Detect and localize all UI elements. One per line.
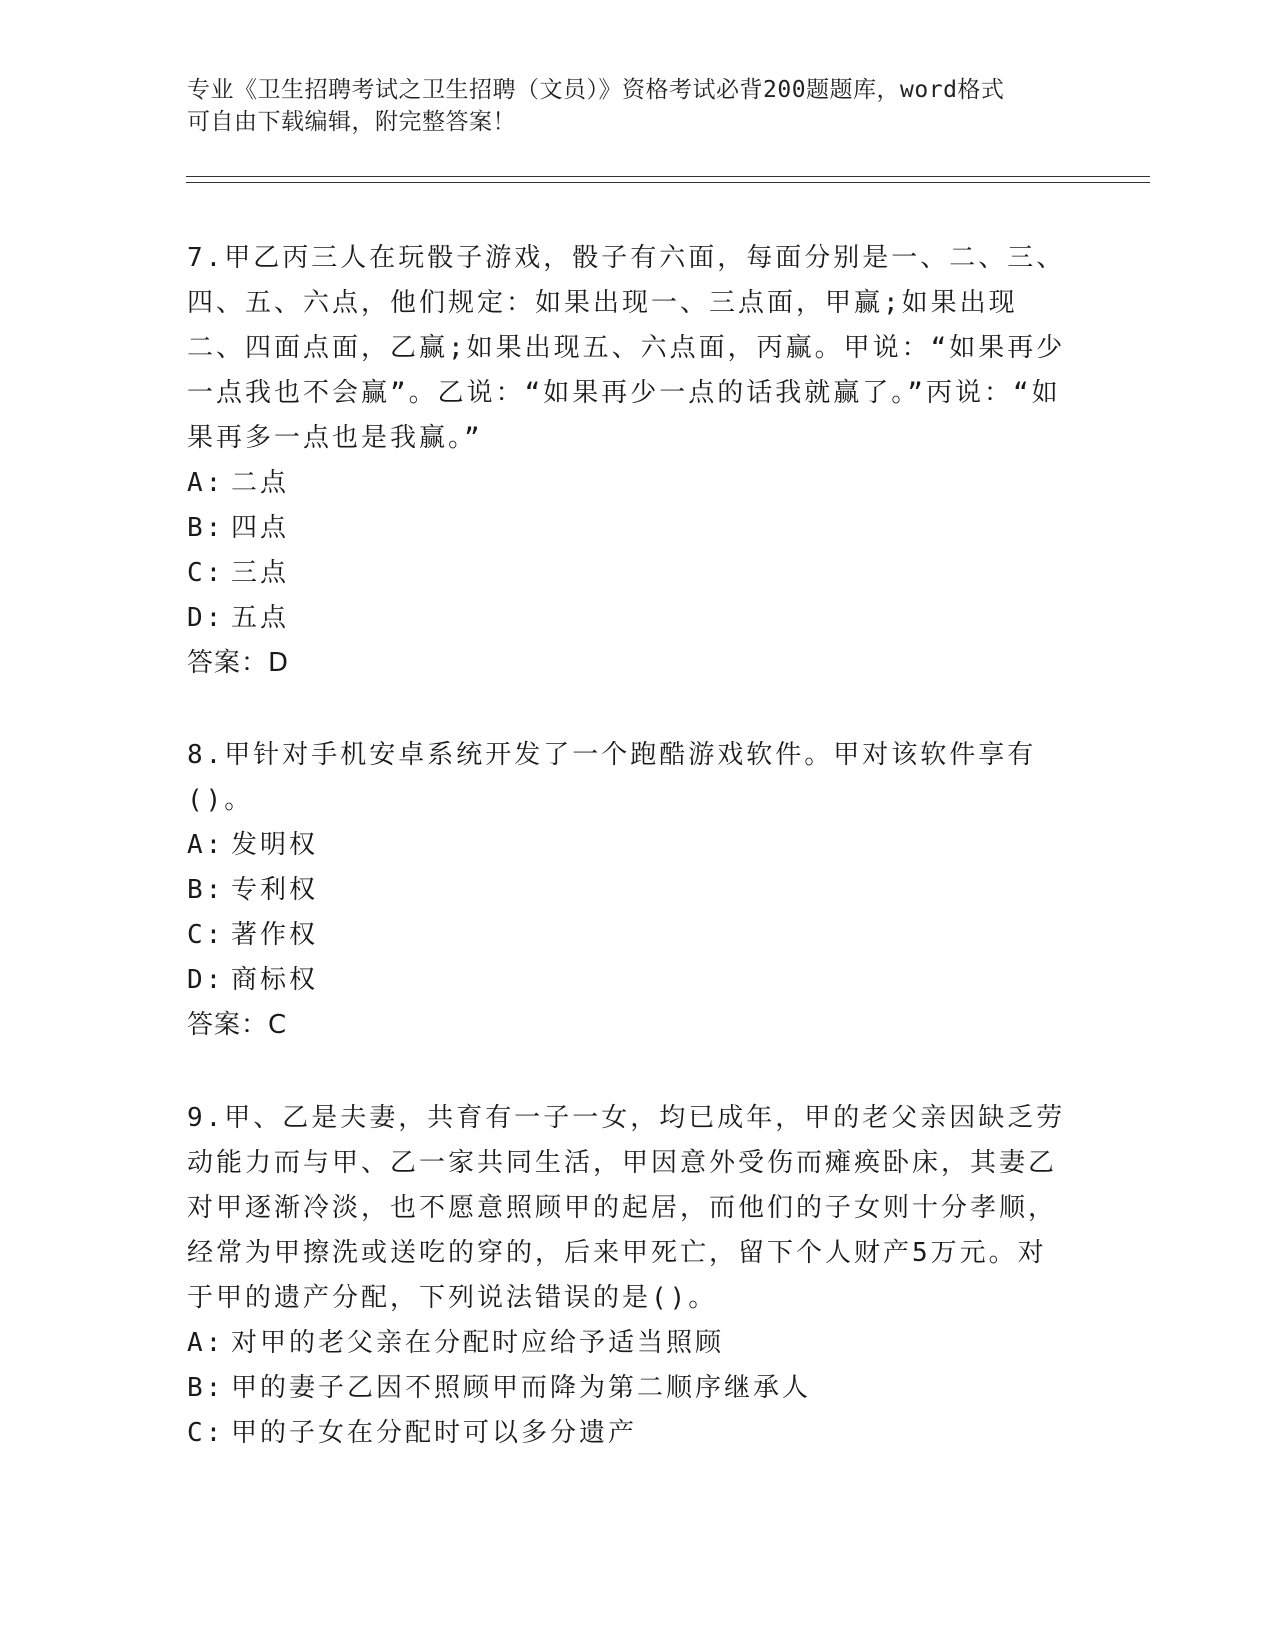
option-a bbox=[187, 461, 1067, 506]
option-d bbox=[187, 958, 1067, 1003]
option-letter: D: bbox=[187, 603, 225, 633]
header-line-2: 可自由下载编辑，附完整答案！ bbox=[187, 109, 516, 135]
option-text: 著作权 bbox=[231, 920, 319, 950]
question-stem: 7.甲乙丙三人在玩骰子游戏，骰子有六面，每面分别是一、二、三、四、五、六点，他们规定：如果出现一、三点面，甲赢;如果出现二、四面点面，乙赢;如果出现五、六点面，丙赢。甲说：“如果再少一点我也不会赢”。乙说：“如果再少一点的话我就赢了。”丙说：“如果再多一点也是我赢。” bbox=[187, 243, 1066, 453]
option-letter: B: bbox=[187, 875, 225, 905]
option-text: 对甲的老父亲在分配时应给予适当照顾 bbox=[231, 1328, 725, 1358]
option-text: 五点 bbox=[231, 603, 290, 633]
option-a bbox=[187, 1321, 1067, 1366]
option-letter: B: bbox=[187, 513, 225, 543]
question-8 bbox=[187, 733, 1067, 1048]
option-text: 甲的子女在分配时可以多分遗产 bbox=[231, 1418, 638, 1448]
header-divider bbox=[186, 176, 1150, 183]
option-text: 三点 bbox=[231, 558, 290, 588]
question-7 bbox=[187, 236, 1067, 686]
option-text: 甲的妻子乙因不照顾甲而降为第二顺序继承人 bbox=[231, 1373, 812, 1403]
option-text: 专利权 bbox=[231, 875, 319, 905]
option-text: 发明权 bbox=[231, 830, 319, 860]
option-letter: A: bbox=[187, 1328, 225, 1358]
option-d bbox=[187, 596, 1067, 641]
option-letter: C: bbox=[187, 558, 225, 588]
option-letter: C: bbox=[187, 920, 225, 950]
option-list bbox=[187, 823, 1067, 1003]
option-text: 二点 bbox=[231, 468, 290, 498]
question-9 bbox=[187, 1096, 1067, 1456]
option-letter: A: bbox=[187, 830, 225, 860]
option-c bbox=[187, 551, 1067, 596]
option-list bbox=[187, 1321, 1067, 1456]
option-list bbox=[187, 461, 1067, 641]
option-text: 商标权 bbox=[231, 965, 319, 995]
option-letter: C: bbox=[187, 1418, 225, 1448]
option-c bbox=[187, 1411, 1067, 1456]
question-stem: 8.甲针对手机安卓系统开发了一个跑酷游戏软件。甲对该软件享有()。 bbox=[187, 740, 1037, 815]
option-c bbox=[187, 913, 1067, 958]
option-b bbox=[187, 868, 1067, 913]
option-text: 四点 bbox=[231, 513, 290, 543]
document-header bbox=[187, 74, 1067, 138]
answer-line: 答案：D bbox=[187, 648, 290, 678]
option-letter: A: bbox=[187, 468, 225, 498]
header-line-1: 专业《卫生招聘考试之卫生招聘（文员）》资格考试必背200题题库，word格式 bbox=[187, 77, 1005, 103]
option-b bbox=[187, 1366, 1067, 1411]
option-b bbox=[187, 506, 1067, 551]
option-letter: D: bbox=[187, 965, 225, 995]
answer-line: 答案：C bbox=[187, 1010, 288, 1040]
option-letter: B: bbox=[187, 1373, 225, 1403]
question-stem: 9.甲、乙是夫妻，共育有一子一女，均已成年，甲的老父亲因缺乏劳动能力而与甲、乙一家共同生活，甲因意外受伤而瘫痪卧床，其妻乙对甲逐渐冷淡，也不愿意照顾甲的起居，而他们的子女则十分孝顺，经常为甲擦洗或送吃的穿的，后来甲死亡，留下个人财产5万元。对于甲的遗产分配，下列说法错误的是()。 bbox=[187, 1103, 1066, 1313]
option-a bbox=[187, 823, 1067, 868]
